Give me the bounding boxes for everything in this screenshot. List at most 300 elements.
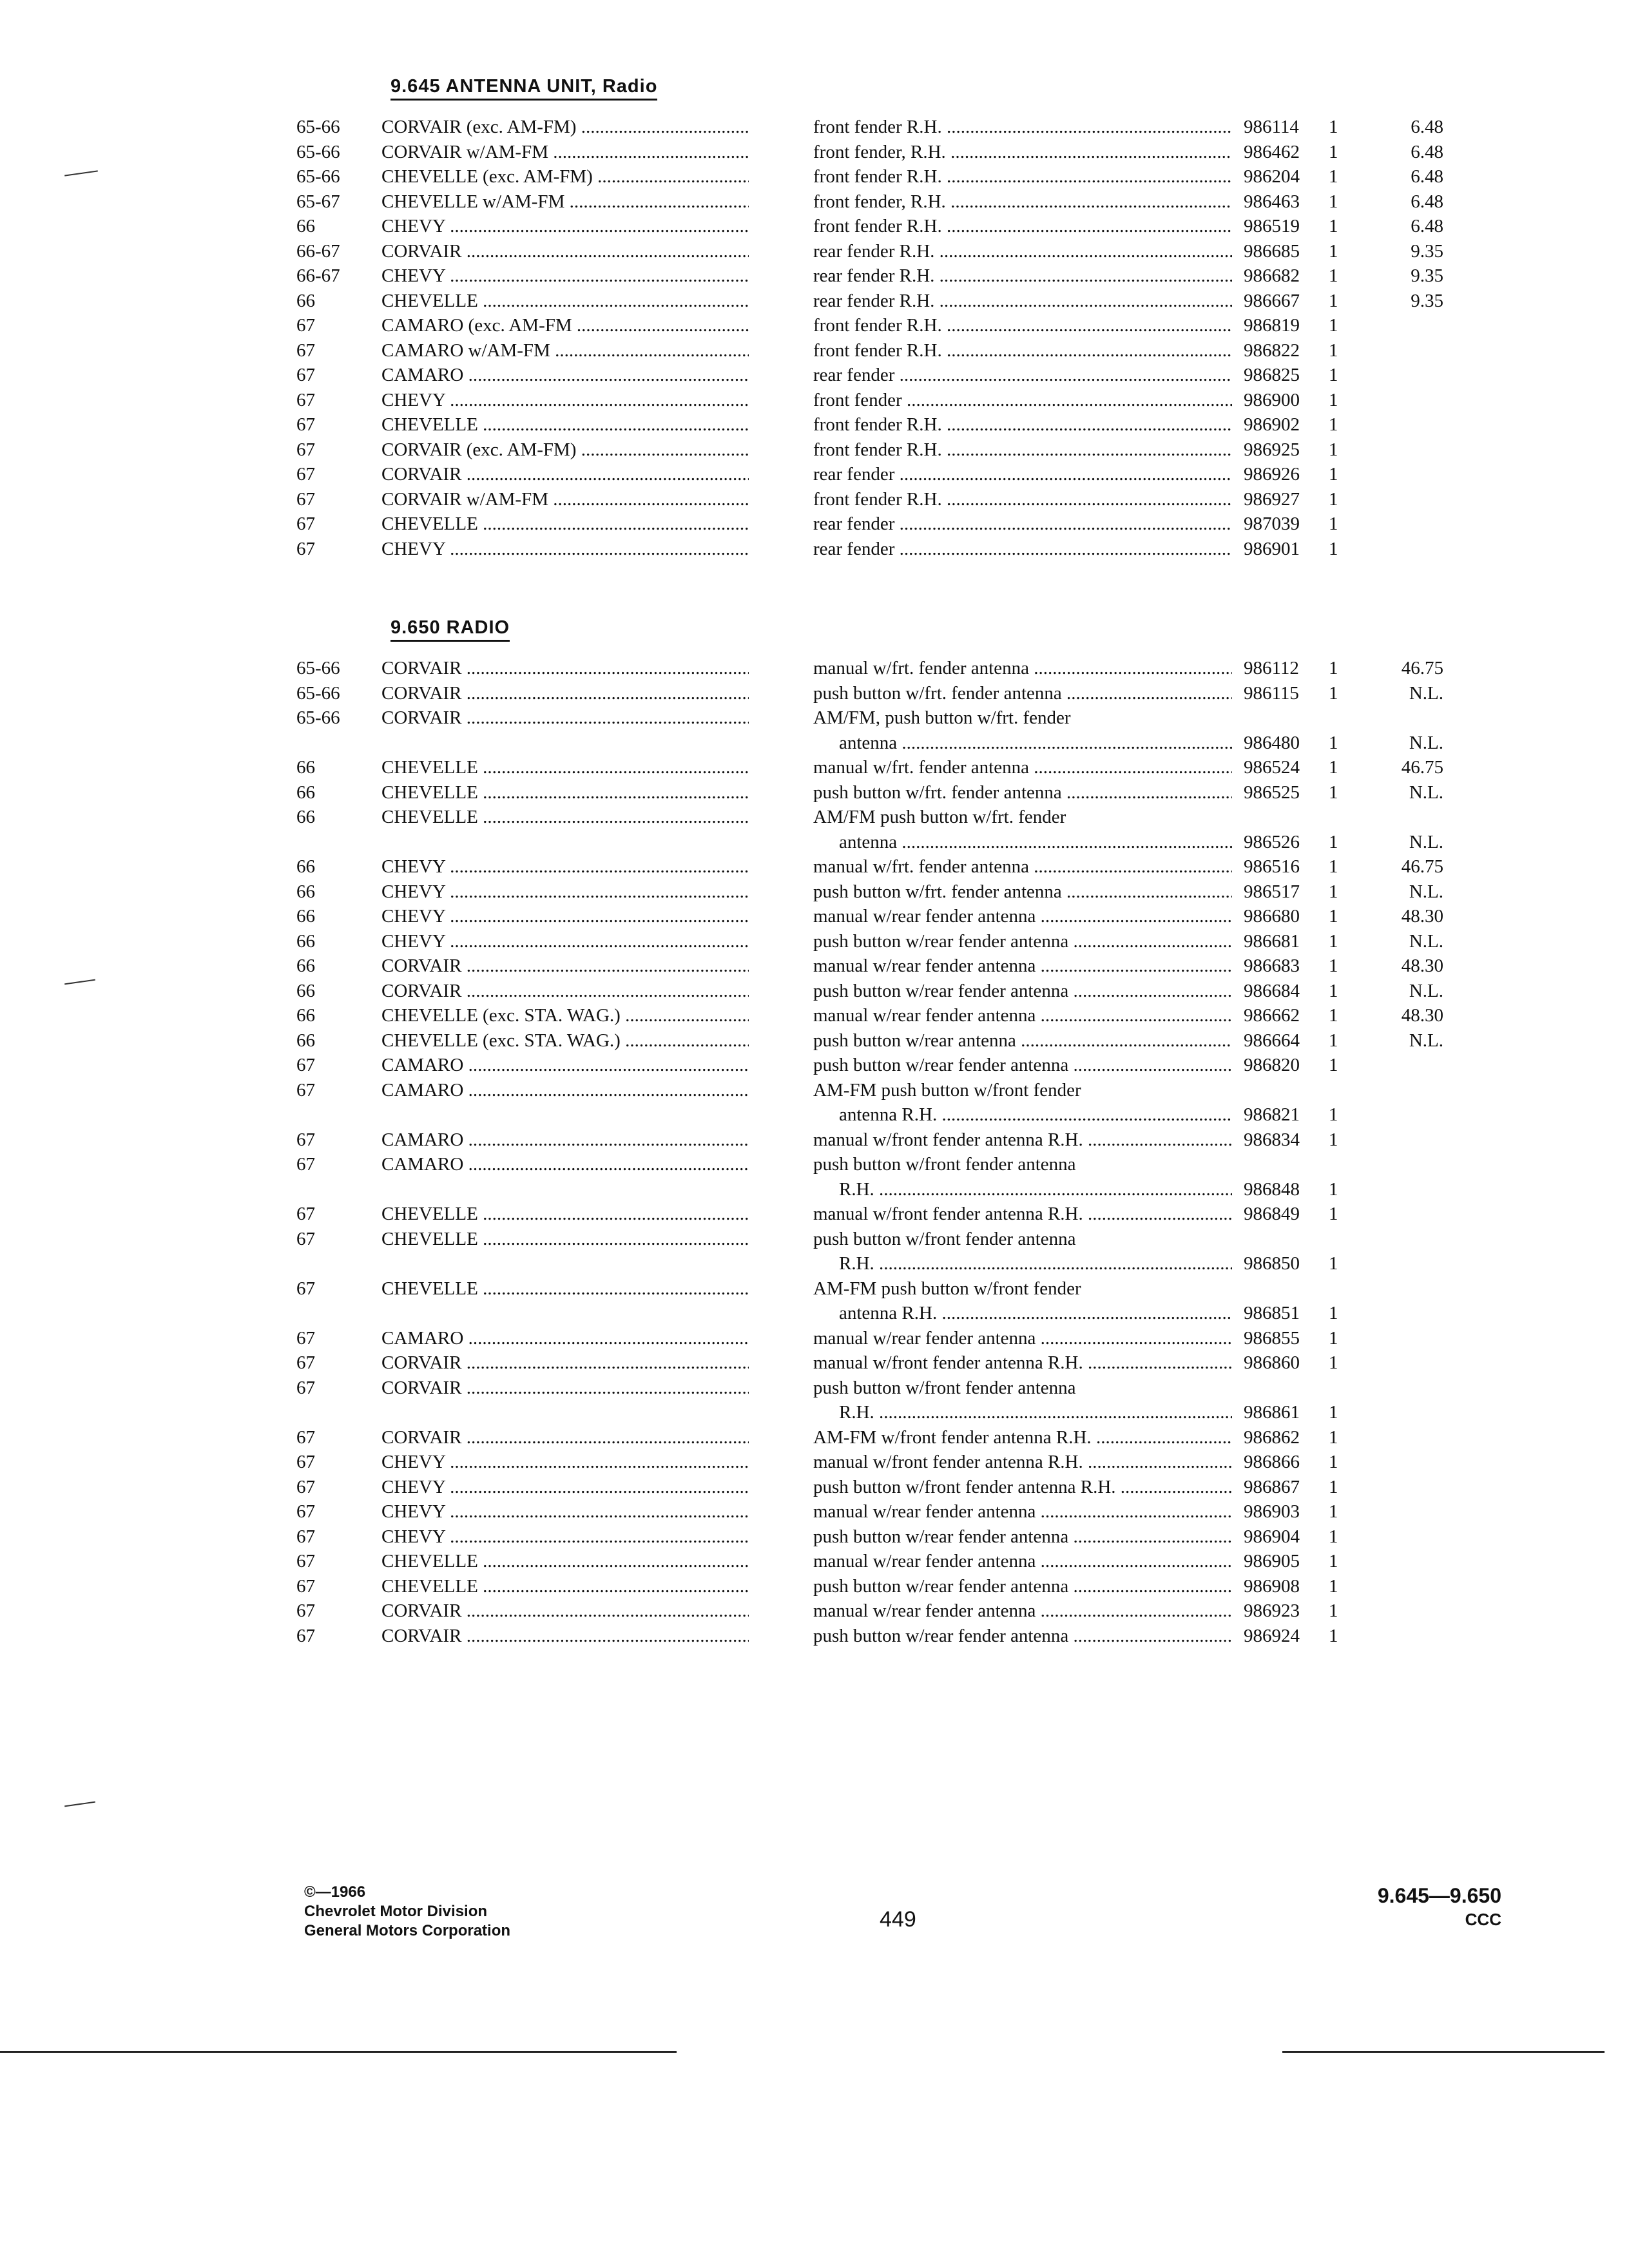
model-name-cell [381,140,749,165]
quantity: 1 [1329,956,1338,976]
model-name: CHEVY ..... [381,881,749,902]
parts-table [284,656,1508,1648]
quantity-cell [1329,140,1348,165]
part-number-cell [1244,1053,1315,1078]
description-cell [813,1128,1232,1153]
punch-mark [64,170,98,176]
model-name: CHEVELLE (exc. STA. WAG.) ..... [381,1030,749,1051]
quantity-cell [1329,462,1348,487]
quantity-cell [1329,1599,1348,1624]
model-name: CHEVELLE ..... [381,514,749,534]
part-number: 986848 [1244,1178,1300,1200]
part-number: 986662 [1244,1005,1300,1026]
model-year-cell [296,1078,374,1103]
model-name-cell [381,954,749,979]
section-title: 9.650 RADIO [390,617,510,642]
description: manual w/front fender antenna R.H. ..... [813,1204,1232,1224]
part-number: 986519 [1244,216,1300,236]
description-line-1: AM-FM push button w/front fender [813,1079,1081,1100]
model-year: 67 [296,1129,315,1150]
model-name-cell [381,437,749,463]
part-number-cell [1244,656,1315,681]
part-number: 986115 [1244,682,1299,704]
model-year-cell [296,412,374,437]
description-cell [813,1350,1232,1376]
quantity-cell [1329,189,1348,215]
antenna-section [284,76,1508,561]
model-year: 67 [296,1278,315,1299]
description: rear fender ..... [813,365,1232,385]
table-row [284,1376,1508,1425]
quantity: 1 [1329,414,1338,435]
scan-rule-right [1282,2051,1605,2053]
table-row [284,115,1508,140]
table-row [284,1549,1508,1574]
part-number-cell [1244,1028,1315,1053]
description-line-1: AM/FM, push button w/frt. fender [813,707,1071,728]
description: front fender R.H. ..... [813,414,1232,435]
quantity: 1 [1329,1551,1338,1571]
model-name: CORVAIR w/AM-FM ..... [381,142,749,162]
model-name-cell [381,979,749,1004]
description [813,1276,1232,1326]
model-year-cell [296,1549,374,1574]
model-name: CHEVY ..... [381,856,749,877]
quantity: 1 [1329,340,1338,361]
description-cell [813,854,1232,879]
model-name-cell [381,537,749,562]
catalog-code: CCC [1465,1910,1501,1929]
description-line-2: antenna R.H. ..... [813,1102,1232,1128]
description-line-2: R.H. ..... [813,1177,1232,1202]
price-cell [1373,979,1443,1004]
description-cell [813,313,1232,338]
description: push button w/rear fender antenna ..... [813,981,1232,1001]
part-number-cell [1244,979,1315,1004]
part-number-cell [1244,1350,1315,1376]
quantity: 1 [1329,1327,1338,1349]
model-name-cell [381,412,749,437]
model-name: CHEVELLE ..... [381,291,749,311]
quantity: 1 [1329,1204,1338,1224]
price: 9.35 [1411,265,1443,286]
description-cell [813,412,1232,437]
model-year-cell [296,487,374,512]
model-year: 66 [296,216,315,236]
description: manual w/rear fender antenna ..... [813,1600,1232,1621]
model-year: 66 [296,757,315,778]
part-number-cell [1244,1624,1315,1649]
model-year-cell [296,338,374,363]
description-line-2: R.H. ..... [813,1400,1232,1425]
model-name: CHEVY ..... [381,1526,749,1547]
model-year: 67 [296,464,315,485]
part-number-cell [1244,1128,1315,1153]
quantity: 1 [1329,1625,1338,1646]
part-number: 986903 [1244,1501,1300,1522]
model-name: CAMARO ..... [381,1055,749,1075]
model-year: 66-67 [296,265,340,286]
description: manual w/front fender antenna R.H. ..... [813,1452,1232,1472]
part-number-cell [1244,214,1315,239]
model-year: 67 [296,1352,315,1373]
model-year-cell [296,289,374,314]
part-number: 986462 [1244,141,1300,162]
part-number-cell [1244,487,1315,512]
description: rear fender ..... [813,514,1232,534]
price: N.L. [1409,782,1443,803]
description-cell [813,1624,1232,1649]
part-number-cell [1244,512,1315,537]
part-number: 986855 [1244,1327,1300,1349]
model-name: CHEVY ..... [381,539,749,559]
model-year: 67 [296,514,315,534]
table-row [284,656,1508,681]
quantity-cell [1329,854,1348,879]
model-name: CORVAIR ..... [381,241,749,262]
model-year: 66 [296,290,315,311]
part-number: 986114 [1244,117,1299,137]
model-name-cell [381,1128,749,1153]
model-year-cell [296,1524,374,1550]
table-row [284,1475,1508,1500]
model-name: CHEVELLE ..... [381,1576,749,1597]
quantity-cell [1329,214,1348,239]
description-cell [813,1450,1232,1475]
model-name: CHEVY ..... [381,1477,749,1497]
model-name: CORVAIR ..... [381,1626,749,1646]
price: 46.75 [1401,856,1443,877]
table-row [284,412,1508,437]
model-name: CHEVELLE (exc. STA. WAG.) ..... [381,1005,749,1026]
table-row [284,512,1508,537]
price-cell [1373,264,1443,289]
quantity-cell [1329,1475,1348,1500]
part-number-cell [1244,338,1315,363]
table-row [284,1326,1508,1351]
part-number: 986681 [1244,930,1300,952]
quantity: 1 [1329,1501,1338,1522]
model-year-cell [296,115,374,140]
model-year: 67 [296,1600,315,1621]
description: push button w/front fender antenna R.H. ..... [813,1477,1232,1497]
model-year-cell [296,854,374,879]
description: push button w/rear fender antenna ..... [813,1576,1232,1597]
description: manual w/rear fender antenna ..... [813,1551,1232,1571]
model-year: 67 [296,315,315,336]
model-name-cell [381,1425,749,1450]
model-year-cell [296,1425,374,1450]
model-year-cell [296,1350,374,1376]
quantity-cell [1329,1400,1348,1425]
price: 6.48 [1411,216,1443,236]
quantity-cell [1329,264,1348,289]
part-number-cell [1244,1301,1315,1326]
model-name-cell [381,115,749,140]
model-name-cell [381,879,749,905]
model-name-cell [381,854,749,879]
price-cell [1373,656,1443,681]
model-year: 67 [296,414,315,435]
quantity: 1 [1329,464,1338,485]
table-row [284,537,1508,562]
model-year: 67 [296,1079,315,1100]
model-year-cell [296,437,374,463]
model-year: 67 [296,1055,315,1075]
model-year: 67 [296,340,315,361]
model-year: 67 [296,1476,315,1497]
model-year-cell [296,1276,374,1302]
quantity-cell [1329,388,1348,413]
description: push button w/rear fender antenna ..... [813,1526,1232,1547]
part-number-cell [1244,731,1315,756]
model-name: CAMARO ..... [381,1154,749,1175]
description-line-2: antenna R.H. ..... [813,1301,1232,1326]
description-cell [813,1003,1232,1028]
model-name-cell [381,1599,749,1624]
model-name-cell [381,1350,749,1376]
price: 48.30 [1401,1005,1443,1026]
price-cell [1373,1028,1443,1053]
part-number: 986820 [1244,1055,1300,1075]
model-year-cell [296,214,374,239]
price-cell [1373,189,1443,215]
part-number: 986905 [1244,1551,1300,1571]
description-cell [813,487,1232,512]
part-number: 986924 [1244,1625,1300,1646]
quantity-cell [1329,363,1348,388]
quantity-cell [1329,1177,1348,1202]
model-year: 65-66 [296,141,340,162]
table-row [284,487,1508,512]
quantity-cell [1329,979,1348,1004]
model-name-cell [381,780,749,805]
model-year-cell [296,1152,374,1177]
quantity: 1 [1329,980,1338,1001]
quantity-cell [1329,954,1348,979]
model-name-cell [381,1202,749,1227]
model-year: 67 [296,1204,315,1224]
price-cell [1373,140,1443,165]
price: 6.48 [1411,166,1443,187]
description: push button w/frt. fender antenna ..... [813,881,1232,902]
part-number: 986684 [1244,980,1300,1001]
price: 48.30 [1401,956,1443,976]
quantity-cell [1329,1128,1348,1153]
copyright: ©—1966 [304,1883,366,1901]
table-row [284,879,1508,905]
part-number: 986900 [1244,389,1300,410]
description-line-2: antenna ..... [813,731,1232,756]
description-cell [813,214,1232,239]
quantity: 1 [1329,216,1338,236]
model-name-cell [381,313,749,338]
table-row [284,1053,1508,1078]
model-year-cell [296,706,374,731]
model-year: 66 [296,1030,315,1051]
model-name: CORVAIR ..... [381,707,749,728]
model-year: 66 [296,906,315,927]
model-year-cell [296,512,374,537]
model-name-cell [381,264,749,289]
description: front fender R.H. ..... [813,315,1232,336]
table-row [284,755,1508,780]
table-row [284,338,1508,363]
part-number: 986683 [1244,956,1300,976]
price: N.L. [1409,881,1443,902]
description [813,1078,1232,1128]
description: push button w/rear fender antenna ..... [813,1055,1232,1075]
model-year: 66 [296,980,315,1001]
description: manual w/rear fender antenna ..... [813,906,1232,927]
part-number: 986664 [1244,1030,1300,1051]
table-row [284,1227,1508,1276]
description-cell [813,1599,1232,1624]
description: front fender R.H. ..... [813,216,1232,236]
model-year: 65-67 [296,191,340,212]
model-name: CAMARO ..... [381,1328,749,1349]
description-cell [813,338,1232,363]
description: push button w/frt. fender antenna ..... [813,782,1232,803]
model-name-cell [381,656,749,681]
quantity: 1 [1329,1427,1338,1448]
model-year: 66 [296,856,315,877]
model-year-cell [296,363,374,388]
quantity-cell [1329,1499,1348,1524]
table-row [284,1574,1508,1599]
quantity: 1 [1329,141,1338,162]
price-cell [1373,115,1443,140]
quantity: 1 [1329,538,1338,559]
description: push button w/rear fender antenna ..... [813,1626,1232,1646]
description: rear fender ..... [813,464,1232,485]
table-row [284,979,1508,1004]
price: N.L. [1409,831,1443,852]
model-name-cell [381,214,749,239]
model-name-cell [381,1053,749,1078]
quantity: 1 [1329,757,1338,778]
part-number-cell [1244,1177,1315,1202]
price: 48.30 [1401,906,1443,927]
footer-section-ref [1347,1883,1501,1930]
part-number-cell [1244,115,1315,140]
description: front fender R.H. ..... [813,117,1232,137]
quantity-cell [1329,1028,1348,1053]
model-name-cell [381,239,749,264]
part-number-cell [1244,537,1315,562]
description-cell [813,1549,1232,1574]
description: rear fender R.H. ..... [813,291,1232,311]
table-row [284,363,1508,388]
part-number-cell [1244,1202,1315,1227]
description-line-1: push button w/front fender antenna [813,1377,1076,1398]
quantity-cell [1329,1574,1348,1599]
table-row [284,904,1508,929]
price-cell [1373,1003,1443,1028]
model-year: 66 [296,782,315,803]
description-cell [813,1524,1232,1550]
part-number: 986904 [1244,1526,1300,1547]
price-cell [1373,780,1443,805]
model-year: 66 [296,807,315,827]
model-name: CHEVY ..... [381,906,749,927]
part-number: 986849 [1244,1204,1300,1224]
quantity-cell [1329,164,1348,189]
quantity-cell [1329,338,1348,363]
part-number: 986525 [1244,782,1300,803]
model-name: CHEVELLE ..... [381,1229,749,1249]
model-name: CORVAIR ..... [381,464,749,485]
model-name-cell [381,1276,749,1302]
section-title: 9.645 ANTENNA UNIT, Radio [390,76,657,101]
quantity: 1 [1329,365,1338,385]
model-year-cell [296,954,374,979]
model-year-cell [296,1475,374,1500]
description-cell [813,879,1232,905]
price: N.L. [1409,930,1443,952]
model-name: CORVAIR ..... [381,1600,749,1621]
price: 6.48 [1411,191,1443,212]
model-year-cell [296,537,374,562]
model-year: 66 [296,1005,315,1026]
part-number-cell [1244,437,1315,463]
model-name-cell [381,1028,749,1053]
quantity: 1 [1329,1129,1338,1150]
model-year-cell [296,681,374,706]
description-line-1: push button w/front fender antenna [813,1154,1076,1175]
model-name: CHEVELLE ..... [381,782,749,803]
table-row [284,189,1508,215]
quantity: 1 [1329,1030,1338,1051]
quantity-cell [1329,1450,1348,1475]
table-row [284,954,1508,979]
table-row [284,1524,1508,1550]
model-year-cell [296,979,374,1004]
description-cell [813,1574,1232,1599]
model-year: 67 [296,1154,315,1175]
part-number: 986667 [1244,290,1300,311]
part-number: 986908 [1244,1575,1300,1597]
price: N.L. [1409,980,1443,1001]
quantity-cell [1329,115,1348,140]
description-cell [813,115,1232,140]
description: front fender R.H. ..... [813,489,1232,510]
part-number: 986861 [1244,1402,1300,1423]
part-number-cell [1244,929,1315,954]
table-row [284,1078,1508,1128]
model-year: 67 [296,1551,315,1571]
description-line-2: antenna ..... [813,830,1232,855]
description-cell [813,239,1232,264]
quantity: 1 [1329,240,1338,262]
part-number-cell [1244,140,1315,165]
model-name-cell [381,1624,749,1649]
description [813,805,1232,854]
quantity-cell [1329,1624,1348,1649]
model-name: CHEVY ..... [381,1501,749,1522]
part-number-cell [1244,904,1315,929]
model-year-cell [296,164,374,189]
model-name: CHEVELLE ..... [381,757,749,778]
table-row [284,929,1508,954]
model-year: 67 [296,538,315,559]
part-number: 986685 [1244,240,1300,262]
part-number: 987039 [1244,514,1300,534]
description: front fender R.H. ..... [813,439,1232,460]
model-name: CORVAIR ..... [381,981,749,1001]
quantity: 1 [1329,1005,1338,1026]
description-cell [813,264,1232,289]
